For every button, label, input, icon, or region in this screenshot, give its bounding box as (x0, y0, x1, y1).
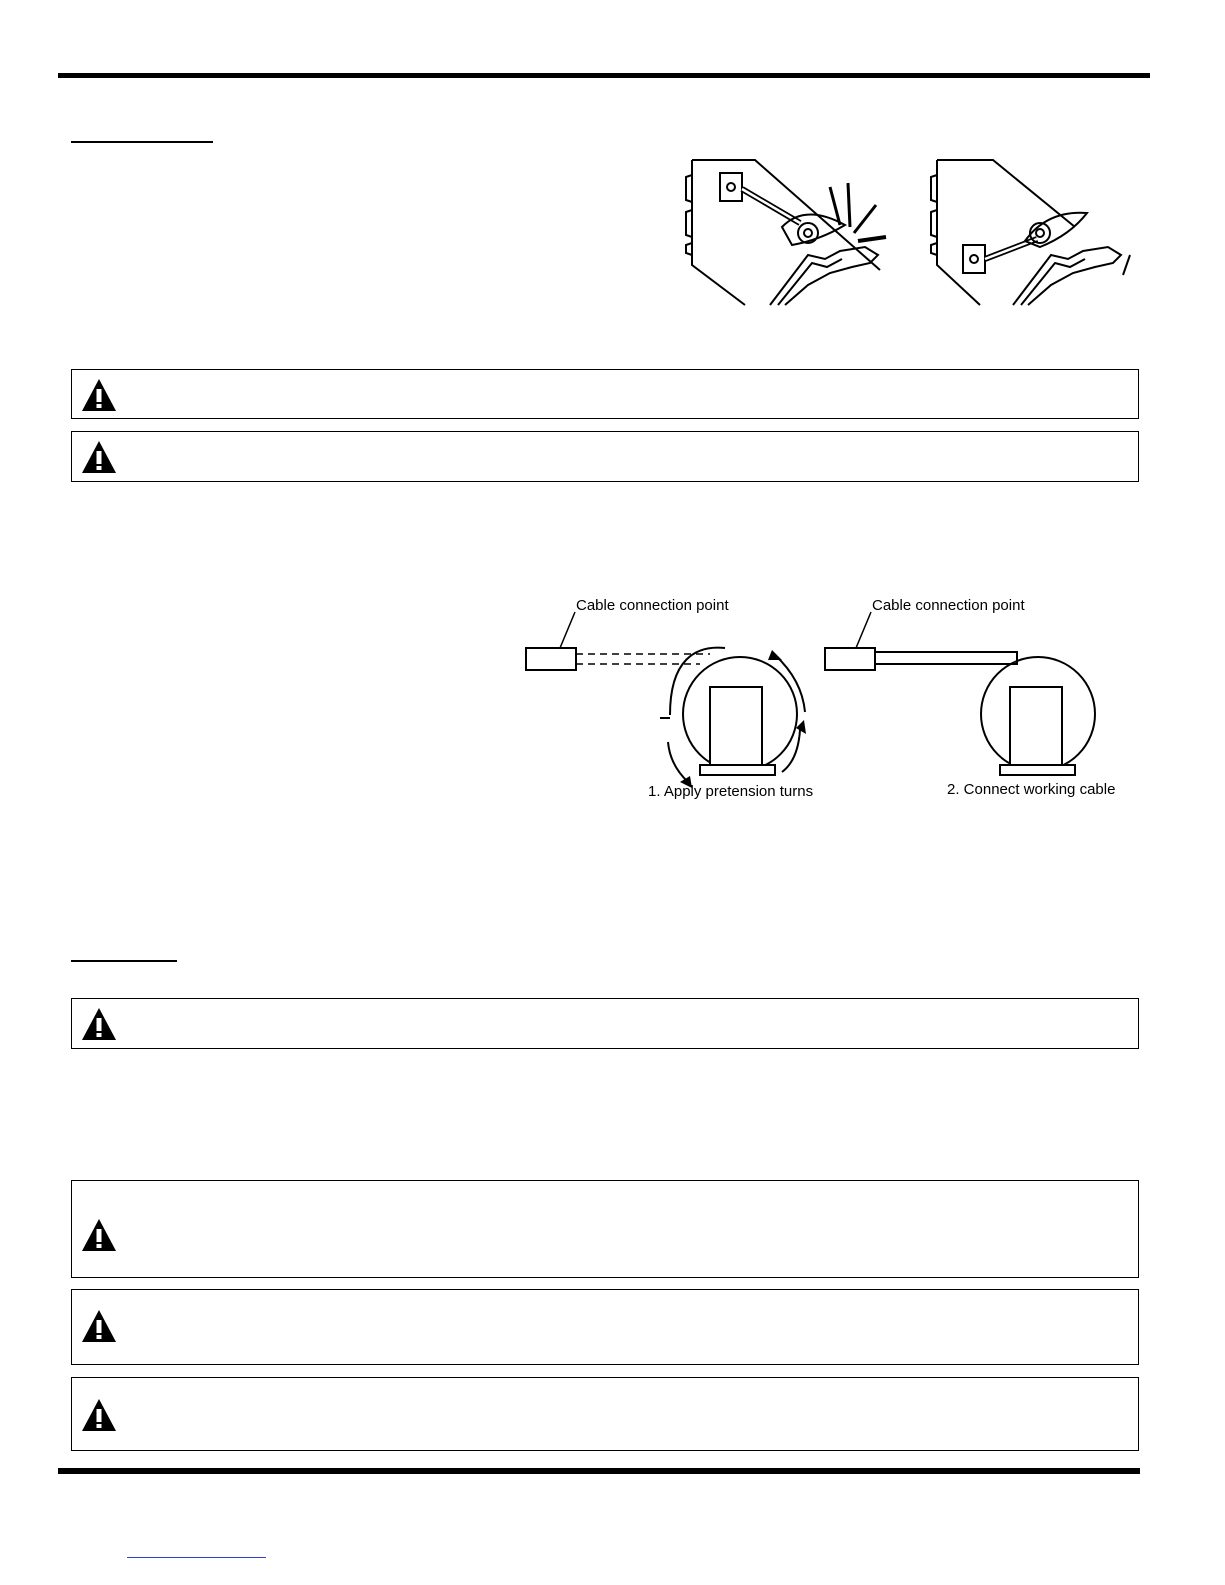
cable-setup-diagram (520, 590, 1145, 810)
footer-link-underline[interactable] (127, 1557, 266, 1558)
warning-triangle-icon (80, 377, 118, 413)
cable-connection-point-label-right: Cable connection point (872, 597, 1025, 614)
warning-triangle-icon (80, 1397, 118, 1433)
latch-illustration-safe (925, 155, 1140, 310)
warning-box-4 (71, 1180, 1139, 1278)
section-heading-underline-2 (71, 960, 177, 962)
latch-illustration-unsafe (680, 155, 895, 310)
warning-triangle-icon (80, 1217, 118, 1253)
bottom-rule (58, 1468, 1140, 1474)
warning-box-2 (71, 431, 1139, 482)
warning-triangle-icon (80, 1006, 118, 1042)
cable-connection-block-left (526, 648, 576, 670)
cable-connection-point-label-left: Cable connection point (576, 597, 729, 614)
warning-triangle-icon (80, 1308, 118, 1344)
section-heading-underline-1 (71, 141, 213, 143)
warning-box-5 (71, 1289, 1139, 1365)
cable-connection-block-right (825, 648, 875, 670)
step2-caption: 2. Connect working cable (947, 781, 1116, 798)
top-rule (58, 73, 1150, 78)
warning-box-6 (71, 1377, 1139, 1451)
warning-box-3 (71, 998, 1139, 1049)
step1-caption: 1. Apply pretension turns (648, 783, 814, 800)
warning-triangle-icon (80, 439, 118, 475)
warning-box-1 (71, 369, 1139, 419)
